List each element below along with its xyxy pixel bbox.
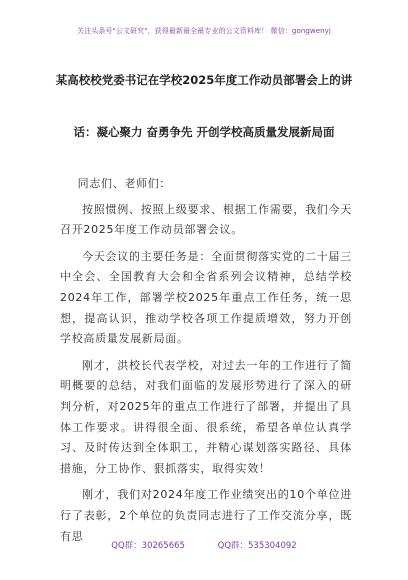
paragraph-2: 今天会议的主要任务是：全面贯彻落实党的二十届三中全会、全国教育大会和全省系列会议精神，总结学校2024年工作，部署学校2025年重点工作任务，统一思想，提高认识，推动学校各项工作提质增效，努力开创学校高质量发展新局面。 [60,249,352,346]
header-banner: 关注头条号"公文研究"，获得最新最全最专业的公文资料库！ 微信：gongwenyj [77,27,331,35]
footer-qq-group-1: QQ群：30265665 [111,541,185,551]
paragraph-1: 按照惯例、按照上级要求、根据工作需要，我们今天召开2025年度工作动员部署会议。 [60,202,352,237]
greeting: 同志们、老师们： [77,177,172,190]
paragraph-4: 刚才，我们对2024年度工作业绩突出的10个单位进行了表彰，2个单位的负责同志进行了工作交流分享，既有思 [60,488,352,543]
paragraph-3: 刚才，洪校长代表学校，对过去一年的工作进行了简明概要的总结，对我们面临的发展形势进行了深入的研判分析，对2025年的重点工作进行了部署，并提出了具体工作要求。讲得很全面、很系统，希望各单位认真学习、及时传达到全体职工，并精心谋划落实路径、具体措施，分工协作、狠抓落实，取得实效！ [60,358,352,475]
footer [0,539,408,551]
document-body [60,174,352,547]
document-title-line-1: 某高校校党委书记在学校2025年度工作动员部署会上的讲 [55,73,353,87]
document-title-line-2: 话：凝心聚力 奋勇争先 开创学校高质量发展新局面 [73,125,335,139]
footer-qq-group-2: QQ群：535304092 [217,541,297,551]
